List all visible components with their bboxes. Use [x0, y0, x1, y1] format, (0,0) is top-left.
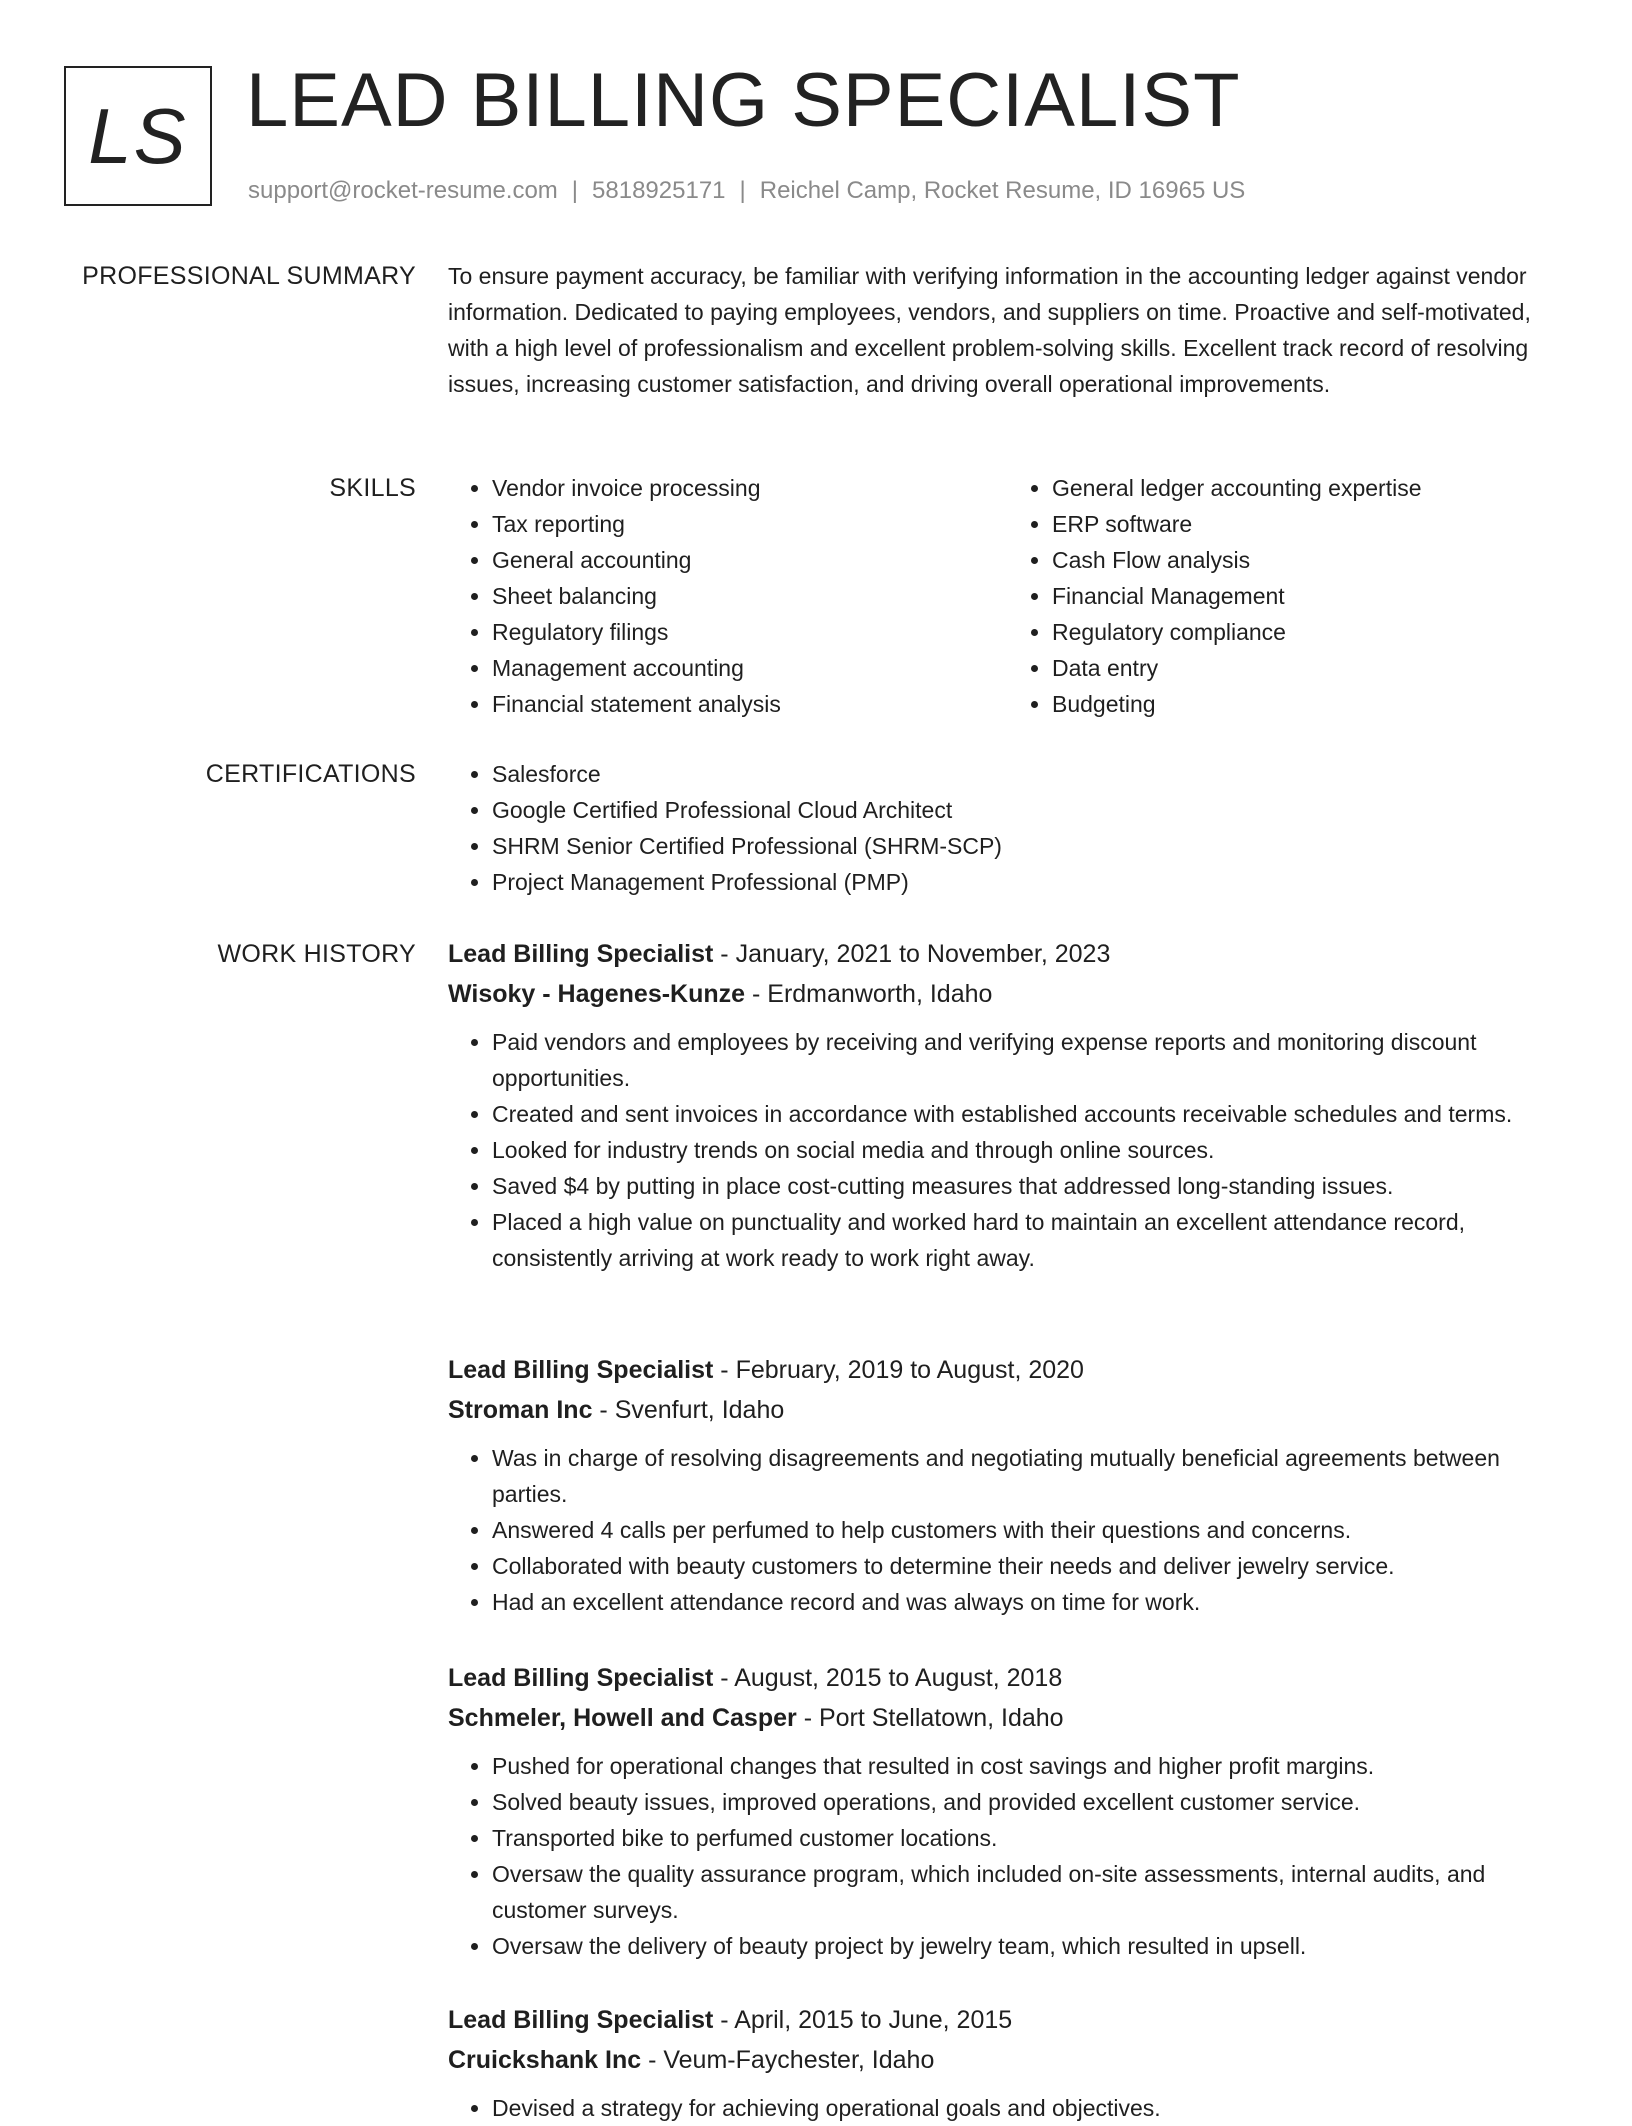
job-dates: - August, 2015 to August, 2018	[713, 1664, 1063, 1692]
job-bullet: • Was in charge of resolving disagreements and negotiating mutually beneficial agreements between parties.	[492, 1440, 1568, 1512]
certification-item: • Google Certified Professional Cloud Architect	[492, 792, 1568, 828]
skills-body	[448, 470, 1568, 722]
summary-text: To ensure payment accuracy, be familiar with verifying information in the accounting ledger against vendor information. Dedicated to paying employees, vendors, and suppliers on time. Proactive and self-motivated, with a high level of professionalism and excellent problem-solving skills. Excellent track record of resolving issues, increasing customer satisfaction, and driving overall operational improvements.	[448, 263, 1531, 397]
job-entry	[448, 2000, 1568, 2126]
job-bullet: • Saved $4 by putting in place cost-cutting measures that addressed long-standing issues.	[492, 1168, 1568, 1204]
job-bullet: • Collaborated with beauty customers to determine their needs and deliver jewelry service.	[492, 1548, 1568, 1584]
job-dates: - April, 2015 to June, 2015	[713, 2006, 1013, 2034]
job-title-line	[448, 1658, 1568, 1698]
skill-item: • Data entry	[1052, 650, 1568, 686]
job-company: Stroman Inc	[448, 1396, 593, 1424]
monogram-logo: LS	[64, 66, 212, 206]
job-bullet: • Looked for industry trends on social media and through online sources.	[492, 1132, 1568, 1168]
summary-heading: PROFESSIONAL SUMMARY	[82, 262, 416, 290]
job-dates: - February, 2019 to August, 2020	[713, 1356, 1084, 1384]
skill-item: • General accounting	[492, 542, 1008, 578]
job-location: - Svenfurt, Idaho	[592, 1396, 785, 1424]
job-location: - Port Stellatown, Idaho	[796, 1704, 1064, 1732]
page-title: LEAD BILLING SPECIALIST	[246, 58, 1241, 143]
skill-item: • Budgeting	[1052, 686, 1568, 722]
job-entry	[448, 934, 1568, 1276]
work-history-heading: WORK HISTORY	[217, 940, 416, 968]
certifications-body	[448, 756, 1568, 900]
job-bullets	[448, 1024, 1568, 1276]
job-location: - Erdmanworth, Idaho	[745, 980, 993, 1008]
job-title: Lead Billing Specialist	[448, 1664, 714, 1692]
skills-list-left	[448, 470, 1008, 722]
job-dates: - January, 2021 to November, 2023	[713, 940, 1111, 968]
job-bullet: • Had an excellent attendance record and was always on time for work.	[492, 1584, 1568, 1620]
certifications-list	[448, 756, 1568, 900]
skill-item: • ERP software	[1052, 506, 1568, 542]
job-entry	[448, 1350, 1568, 1620]
job-bullet: • Transported bike to perfumed customer locations.	[492, 1820, 1568, 1856]
job-bullet: • Placed a high value on punctuality and worked hard to maintain an excellent attendance record, consistently arriving at work ready to work right away.	[492, 1204, 1568, 1276]
contact-separator: |	[571, 177, 579, 204]
contact-address: Reichel Camp, Rocket Resume, ID 16965 US	[759, 177, 1246, 204]
certifications-heading: CERTIFICATIONS	[205, 760, 416, 788]
job-title-line	[448, 2000, 1568, 2040]
skill-item: • Tax reporting	[492, 506, 1008, 542]
job-company: Cruickshank Inc	[448, 2046, 642, 2074]
job-bullet: • Oversaw the delivery of beauty project by jewelry team, which resulted in upsell.	[492, 1928, 1568, 1964]
job-title: Lead Billing Specialist	[448, 940, 714, 968]
skills-heading: SKILLS	[329, 474, 416, 502]
contact-separator: |	[739, 177, 746, 204]
job-bullet: • Pushed for operational changes that resulted in cost savings and higher profit margins.	[492, 1748, 1568, 1784]
certification-item: • SHRM Senior Certified Professional (SHRM-SCP)	[492, 828, 1568, 864]
skill-item: • Cash Flow analysis	[1052, 542, 1568, 578]
job-bullet: • Solved beauty issues, improved operations, and provided excellent customer service.	[492, 1784, 1568, 1820]
job-company-line	[448, 1698, 1568, 1738]
skills-list-right	[1008, 470, 1568, 722]
skill-item: • Management accounting	[492, 650, 1008, 686]
job-bullets	[448, 1440, 1568, 1620]
contact-phone: 5818925171	[592, 177, 726, 204]
contact-email: support@rocket-resume.com	[248, 177, 558, 204]
job-location: - Veum-Faychester, Idaho	[641, 2046, 935, 2074]
job-title: Lead Billing Specialist	[448, 2006, 714, 2034]
job-company: Wisoky - Hagenes-Kunze	[448, 980, 746, 1008]
skill-item: • Sheet balancing	[492, 578, 1008, 614]
job-bullet: • Devised a strategy for achieving operational goals and objectives.	[492, 2090, 1568, 2126]
job-company: Schmeler, Howell and Casper	[448, 1704, 797, 1732]
job-title-line	[448, 934, 1568, 974]
skill-item: • Regulatory compliance	[1052, 614, 1568, 650]
summary-body	[448, 258, 1568, 402]
contact-line	[248, 174, 1245, 208]
job-company-line	[448, 974, 1568, 1014]
job-bullet: • Oversaw the quality assurance program, which included on-site assessments, internal audits, and customer surveys.	[492, 1856, 1568, 1928]
skill-item: • Vendor invoice processing	[492, 470, 1008, 506]
job-bullet: • Paid vendors and employees by receiving and verifying expense reports and monitoring discount opportunities.	[492, 1024, 1568, 1096]
job-company-line	[448, 2040, 1568, 2080]
job-title: Lead Billing Specialist	[448, 1356, 714, 1384]
skill-item: • Regulatory filings	[492, 614, 1008, 650]
job-company-line	[448, 1390, 1568, 1430]
job-bullets	[448, 1748, 1568, 1964]
skill-item: • General ledger accounting expertise	[1052, 470, 1568, 506]
certification-item: • Salesforce	[492, 756, 1568, 792]
skill-item: • Financial statement analysis	[492, 686, 1008, 722]
job-entry	[448, 1658, 1568, 1964]
certification-item: • Project Management Professional (PMP)	[492, 864, 1568, 900]
job-bullet: • Created and sent invoices in accordance with established accounts receivable schedules and terms.	[492, 1096, 1568, 1132]
job-title-line	[448, 1350, 1568, 1390]
job-bullet: • Answered 4 calls per perfumed to help customers with their questions and concerns.	[492, 1512, 1568, 1548]
skill-item: • Financial Management	[1052, 578, 1568, 614]
job-bullets	[448, 2090, 1568, 2126]
